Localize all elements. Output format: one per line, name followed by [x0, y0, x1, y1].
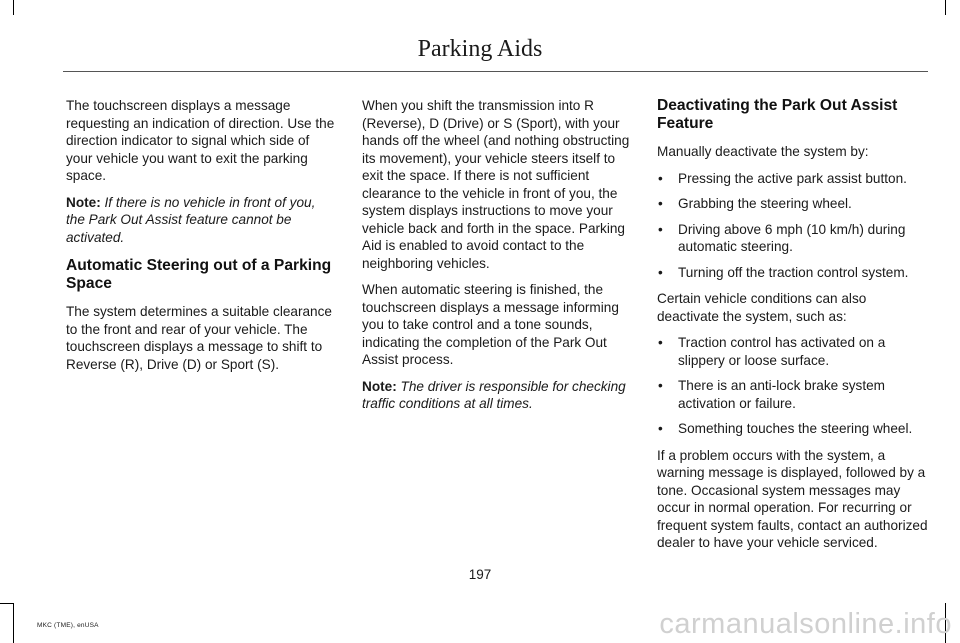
column-2: [362, 97, 634, 422]
list-item: [657, 170, 929, 188]
list-item-text: Pressing the active park assist button.: [678, 170, 907, 186]
note-label: Note:: [362, 378, 397, 394]
note: [66, 194, 338, 247]
paragraph: When automatic steering is finished, the touchscreen displays a message informing you to take control and a tone sounds, indicating the completion of the Park Out Assist process.: [362, 282, 619, 367]
section-heading: Deactivating the Park Out Assist Feature: [657, 97, 898, 132]
bullet-icon: •: [658, 221, 663, 237]
paragraph: Certain vehicle conditions can also deactivate the system, such as:: [657, 291, 867, 324]
page-number: 197: [468, 567, 492, 582]
list-item-text: There is an anti-lock brake system activation or failure.: [678, 378, 886, 411]
column-3: [657, 97, 929, 561]
bullet-icon: •: [658, 378, 663, 393]
paragraph: Manually deactivate the system by:: [657, 144, 869, 159]
note-label: Note:: [66, 194, 101, 210]
list-item: [657, 195, 929, 213]
list-item: [657, 221, 929, 256]
list-item-text: Driving above 6 mph (10 km/h) during automatic steering.: [678, 221, 906, 254]
list-item-text: Grabbing the steering wheel.: [678, 196, 852, 211]
footer-code: MKC (TME), enUSA: [37, 622, 99, 629]
list-item-text: Something touches the steering wheel.: [678, 421, 913, 436]
watermark: carmanualsonline.info: [659, 608, 952, 640]
crop-mark-top-right-v: [945, 0, 946, 15]
section-heading: Automatic Steering out of a Parking Space: [66, 257, 332, 292]
list-item-text: Traction control has activated on a slippery or loose surface.: [678, 335, 886, 368]
crop-mark-top-left-v: [13, 0, 14, 15]
paragraph: When you shift the transmission into R (Reverse), D (Drive) or S (Sport), with your hands off the wheel (and nothing obstructing its movement), your vehicle steers itself to exit the space. If there is not sufficient clearance to the vehicle in front of you, the system displays instructions to move your vehicle back and forth in the space. Parking Aid is enabled to avoid contact to the neighboring vehicles.: [362, 98, 630, 271]
bullet-icon: •: [658, 170, 663, 186]
note-text: If there is no vehicle in front of you, the Park Out Assist feature cannot be activated.: [66, 194, 316, 245]
crop-mark-bottom-left-h: [0, 603, 13, 604]
list-item: [657, 420, 929, 438]
page-title: Parking Aids: [417, 36, 543, 62]
paragraph: The system determines a suitable clearance to the front and rear of your vehicle. The touchscreen displays a message to shift to Reverse (R), Drive (D) or Sport (S).: [66, 304, 332, 372]
bullet-icon: •: [658, 196, 663, 211]
list-item-text: Turning off the traction control system.: [678, 264, 909, 280]
paragraph: If a problem occurs with the system, a warning message is displayed, followed by a tone. Occasional system messages may occur in normal operation. For recurring or frequent system faults, contact an authorized dealer to have your vehicle serviced.: [657, 447, 928, 550]
bullet-list: [657, 170, 929, 282]
bullet-icon: •: [658, 264, 663, 280]
note: [362, 378, 634, 413]
column-1: [66, 97, 338, 382]
bullet-icon: •: [658, 335, 663, 350]
bullet-list: [657, 334, 929, 438]
list-item: [657, 264, 929, 282]
list-item: [657, 377, 929, 412]
bullet-icon: •: [658, 421, 663, 436]
crop-mark-bottom-left-v: [13, 603, 14, 643]
list-item: [657, 334, 929, 369]
title-divider: [63, 71, 928, 72]
paragraph: The touchscreen displays a message requesting an indication of direction. Use the direction indicator to signal which side of your vehicle you want to exit the parking space.: [66, 98, 335, 183]
note-text: The driver is responsible for checking traffic conditions at all times.: [362, 378, 626, 411]
